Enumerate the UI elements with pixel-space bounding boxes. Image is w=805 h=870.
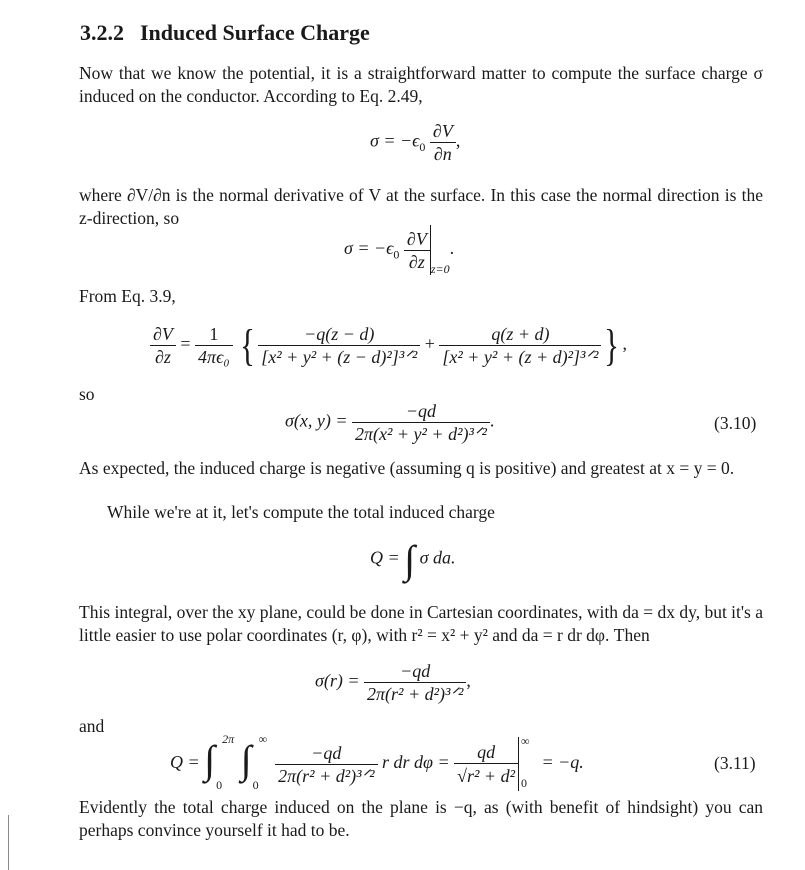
section-number: 3.2.2 [80, 20, 124, 45]
integral-1-sign: ∫ [204, 737, 216, 782]
eq2-den: ∂z [408, 251, 425, 272]
eq1-end: , [455, 130, 461, 151]
eq2-fraction [404, 228, 430, 273]
section-title: Induced Surface Charge [140, 20, 370, 45]
eq2-num: ∂V [404, 228, 430, 251]
eq3-t2-num: q(z + d) [439, 323, 601, 346]
equation-dvdz [150, 320, 627, 371]
eq2-lhs: σ = −ϵ [344, 238, 394, 259]
int1-lower: 0 [216, 778, 223, 792]
eq4-num: −qd [352, 400, 490, 423]
eq3-c-den: 4πϵ₀ [198, 347, 230, 367]
eq3-lhs-den: ∂z [154, 347, 171, 367]
paragraph-intro: Now that we know the potential, it is a straightforward matter to compute the surface charge σ induced on the conductor. According to Eq. 2.49, [79, 63, 763, 106]
equation-label-3-10: (3.10) [714, 413, 757, 433]
eq7-r-den: √r² + d² [457, 766, 515, 786]
int2-upper: ∞ [258, 732, 268, 746]
eq7-result: = −q. [541, 752, 584, 773]
equation-sigma-z [344, 225, 454, 275]
eq3-lhs-num: ∂V [150, 323, 176, 346]
equation-sigma-r [315, 660, 471, 705]
eq5-lhs: Q = [370, 547, 400, 568]
eq3-lhs-fraction [150, 323, 176, 368]
eq3-t1-den: [x² + y² + (z − d)²]³ᐟ² [261, 347, 418, 367]
eq6-num: −qd [364, 660, 466, 683]
eq1-num: ∂V [430, 120, 456, 143]
eq7-lhs: Q = [170, 752, 200, 773]
eq1-lhs: σ = −ϵ [370, 130, 420, 151]
integral-1 [204, 732, 235, 792]
eq4-end: . [489, 410, 495, 431]
eq7-result-fraction [454, 741, 518, 787]
equation-total-q [170, 732, 584, 792]
eq7-r-num: qd [454, 741, 518, 764]
eq4-den: 2π(x² + y² + d²)³ᐟ² [355, 424, 487, 444]
eq6-den: 2π(r² + d²)³ᐟ² [367, 684, 464, 704]
eq1-den: ∂n [433, 144, 452, 164]
int2-lower: 0 [252, 778, 259, 792]
eq3-end: , [622, 333, 628, 354]
eq2-sub: 0 [393, 247, 400, 262]
eq3-left-brace: { [240, 321, 256, 370]
eq7-f-num: −qd [275, 742, 377, 765]
eq3-coef-fraction [195, 323, 233, 368]
eq4-fraction [352, 400, 490, 445]
integral-2-sign: ∫ [240, 737, 252, 782]
eq3-c-num: 1 [195, 323, 233, 346]
eq4-lhs: σ(x, y) = [285, 410, 348, 431]
margin-rule [8, 815, 9, 870]
paragraph-and: and [79, 716, 105, 736]
paragraph-evidently: Evidently the total charge induced on the plane is −q, as (with benefit of hindsight) you can perhaps convince yourself it had to be. [79, 797, 763, 840]
eq3-t2-den: [x² + y² + (z + d)²]³ᐟ² [442, 347, 599, 367]
eq6-lhs: σ(r) = [315, 670, 360, 691]
eq3-equals: = [180, 333, 191, 354]
eq2-eval: z=0 [430, 261, 450, 276]
paragraph-from-eq39: From Eq. 3.9, [79, 286, 176, 306]
eq7-integrand-fraction [275, 742, 377, 787]
equation-label-3-11: (3.11) [714, 753, 756, 773]
integral-sign: ∫ [404, 537, 416, 582]
eq7-eval-limits [519, 736, 537, 792]
int1-upper: 2π [222, 732, 235, 746]
paragraph-so: so [79, 384, 95, 404]
equation-q-integral [370, 536, 456, 583]
eq1-sub: 0 [419, 140, 426, 155]
eq2-end: . [449, 238, 455, 259]
eq7-ev-lower: 0 [520, 776, 527, 790]
integral-2 [237, 732, 271, 792]
equation-sigma-normal [370, 120, 460, 165]
eq7-differential: r dr dφ = [382, 752, 450, 773]
eq3-t1-num: −q(z − d) [258, 323, 420, 346]
paragraph-polar: This integral, over the xy plane, could be done in Cartesian coordinates, with da = dx dy, but it's a little easier to use polar coordinates (r, φ), with r² = x² + y² and da = r dr dφ. Then [79, 602, 764, 645]
eq1-fraction [430, 120, 456, 165]
equation-sigma-xy [285, 400, 494, 445]
eq3-plus: + [424, 333, 435, 354]
eq7-f-den: 2π(r² + d²)³ᐟ² [278, 765, 375, 786]
eq3-term2 [439, 323, 601, 368]
eq7-ev-upper: ∞ [520, 734, 530, 748]
eq3-right-brace: } [604, 321, 620, 370]
eq5-integrand: σ da. [419, 547, 456, 568]
paragraph-as-expected: As expected, the induced charge is negative (assuming q is positive) and greatest at x = y = 0. [79, 458, 735, 478]
paragraph-normal-derivative: where ∂V/∂n is the normal derivative of V at the surface. In this case the normal direction is the z-direction, so [79, 185, 763, 228]
paragraph-total-charge: While we're at it, let's compute the total induced charge [107, 502, 495, 522]
eq3-term1 [258, 323, 420, 368]
section-heading [80, 20, 370, 46]
eq6-fraction [364, 660, 466, 705]
eq6-end: , [466, 670, 471, 691]
